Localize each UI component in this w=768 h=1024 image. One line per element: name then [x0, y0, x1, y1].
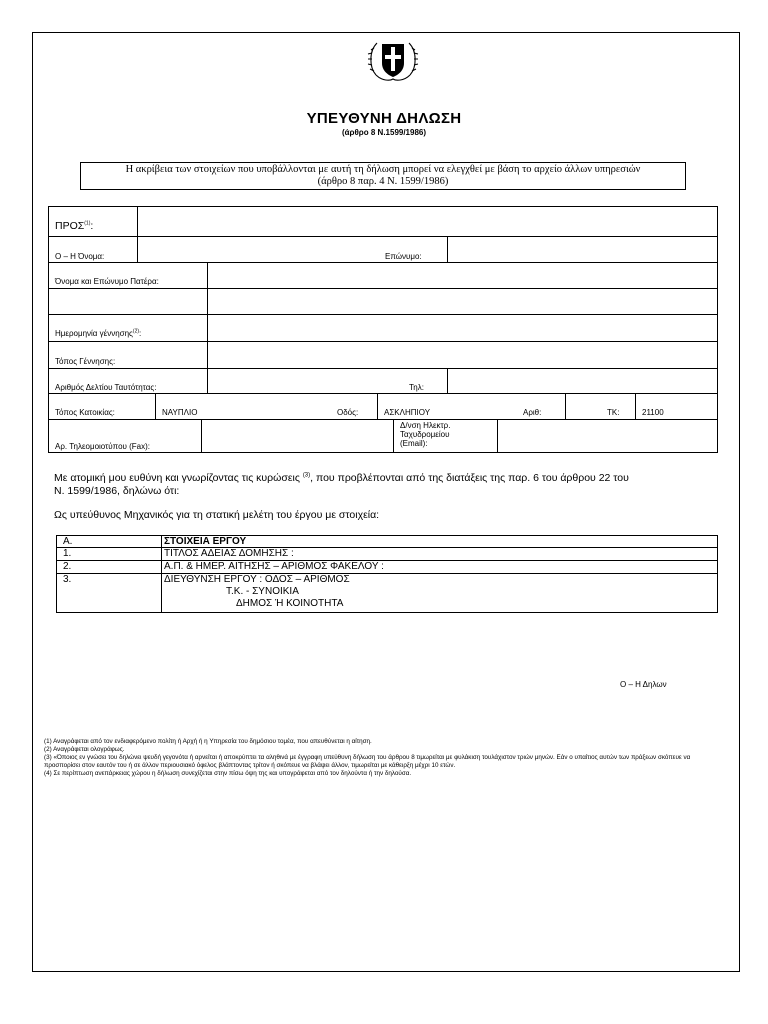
recipient-field[interactable]: [137, 207, 717, 236]
id-card-label: Αριθμός Δελτίου Ταυτότητας:: [55, 383, 157, 392]
table-row: [57, 536, 717, 548]
row-text[interactable]: ΤΙΤΛΟΣ ΑΔΕΙΑΣ ΔΟΜΗΣΗΣ :: [161, 548, 294, 560]
blank-field[interactable]: [207, 289, 717, 314]
declaration-line-1: Με ατομική μου ευθύνη και γνωρίζοντας τις κυρώσεις $^{(3)}$, που προβλέπονται από της διατάξεις της παρ. 6 του άρθρου 22 του: [54, 472, 629, 484]
birthdate-label: Ημερομηνία γέννησης$^{(2)}$:: [55, 328, 142, 338]
email-label: Δ/νση Ηλεκτρ. Ταχυδρομείου (Email):: [400, 421, 451, 448]
table-row: [57, 561, 717, 574]
row-number: 2.: [63, 561, 72, 572]
form-row-fax: [49, 420, 717, 452]
phone-label: Τηλ:: [409, 383, 424, 392]
form-row-father: [49, 263, 717, 289]
address-line-3: ΔΗΜΟΣ Ή ΚΟΙΝΟΤΗΤΑ: [236, 598, 344, 609]
street-value: ΑΣΚΛΗΠΙΟΥ: [384, 408, 431, 417]
postcode-label: ΤΚ:: [607, 408, 620, 417]
notice-line-1: Η ακρίβεια των στοιχείων που υποβάλλονται με αυτή τη δήλωση μπορεί να ελεγχθεί με βάση το αρχείο άλλων υπηρεσιών: [125, 164, 641, 175]
form-row-birthdate: [49, 315, 717, 342]
notice-line-2: (άρθρο 8 παρ. 4 Ν. 1599/1986): [317, 176, 449, 187]
father-field[interactable]: [207, 263, 717, 288]
row-number: 3.: [63, 574, 72, 585]
postcode-field[interactable]: [635, 394, 717, 419]
form-row-name: [49, 237, 717, 263]
verification-notice: [80, 162, 686, 190]
residence-label: Τόπος Κατοικίας:: [55, 408, 115, 417]
footnote-2: (2) Αναγράφεται ολογράφως.: [44, 746, 125, 753]
street-label: Οδός:: [337, 408, 359, 417]
residence-value: ΝΑΥΠΛΙΟ: [162, 408, 198, 417]
recipient-label: ΠΡΟΣ$^{(1)}$:: [55, 220, 94, 232]
row-text[interactable]: Α.Π. & ΗΜΕΡ. ΑΙΤΗΣΗΣ – ΑΡΙΘΜΟΣ ΦΑΚΕΛΟΥ :: [161, 561, 384, 573]
street-field[interactable]: [377, 394, 517, 419]
greek-coat-of-arms-icon: [366, 33, 420, 87]
declaration-text: [54, 472, 714, 498]
birthplace-field[interactable]: [207, 342, 717, 368]
number-label: Αριθ:: [523, 408, 542, 417]
residence-field[interactable]: [155, 394, 331, 419]
form-row-id: [49, 369, 717, 394]
phone-field[interactable]: [447, 369, 717, 393]
father-label: Όνομα και Επώνυμο Πατέρα:: [55, 277, 159, 286]
postcode-value: 21100: [642, 408, 664, 417]
declarant-signature-label: Ο – Η Δηλων: [620, 680, 667, 689]
birthplace-label: Τόπος Γέννησης:: [55, 357, 116, 366]
footnote-3: (3) «Όποιος εν γνώσει του δηλώνει ψευδή γεγονότα ή αρνείται ή αποκρύπτει τα αληθινά με έγγραφη υπεύθυνη δήλωση του άρθρου 8 τιμωρείται με φυλάκιση τουλάχιστον τριών μηνών. Εάν ο υπαίτιος αυτών των πράξεων σκόπευε να προσπορίσει στον εαυτόν του ή σε άλλον περιουσιακό όφελος βλάπτοντας τρίτον ή σκόπευε να βλάψει άλλον, τιμωρείται με κάθειρξη μέχρι 10 ετών.: [44, 754, 691, 769]
number-field[interactable]: [565, 394, 601, 419]
table-row: [57, 548, 717, 561]
id-card-field[interactable]: [207, 369, 403, 393]
footnote-4: (4) Σε περίπτωση ανεπάρκειας χώρου η δήλωση συνεχίζεται στην πίσω όψη της και υπογράφεται από τον δηλούντα ή την δηλούσα.: [44, 770, 412, 777]
row-text-block[interactable]: [161, 574, 350, 612]
surname-label: Επώνυμο:: [385, 252, 422, 261]
birthdate-field[interactable]: [207, 315, 717, 341]
personal-details-form: [48, 206, 718, 453]
row-number: 1.: [63, 548, 72, 559]
declaration-line-2: Ν. 1599/1986, δηλώνω ότι:: [54, 485, 180, 497]
fax-label: Αρ. Τηλεομοιοτύπου (Fax):: [55, 442, 150, 451]
form-row-blank: [49, 289, 717, 315]
table-row: [57, 574, 717, 612]
name-label: Ο – Η Όνομα:: [55, 252, 105, 261]
row-number: Α.: [63, 536, 73, 547]
form-row-birthplace: [49, 342, 717, 369]
document-title: ΥΠΕΥΘΥΝΗ ΔΗΛΩΣΗ: [306, 110, 462, 127]
email-label-cell: [393, 420, 497, 452]
surname-field[interactable]: [447, 237, 717, 262]
footnotes: [44, 738, 724, 778]
address-line-1: ΔΙΕΥΘΥΝΣΗ ΕΡΓΟΥ : ΟΔΟΣ – ΑΡΙΘΜΟΣ: [164, 574, 350, 585]
project-details-table: [56, 535, 718, 613]
address-line-2: Τ.Κ. - ΣΥΝΟΙΚΙΑ: [226, 586, 299, 597]
email-field[interactable]: [497, 420, 717, 452]
form-row-recipient: [49, 207, 717, 237]
document-subtitle: (άρθρο 8 Ν.1599/1986): [341, 128, 427, 137]
row-text: ΣΤΟΙΧΕΙΑ ΕΡΓΟΥ: [161, 536, 246, 547]
form-row-residence: [49, 394, 717, 420]
name-field[interactable]: [137, 237, 379, 262]
fax-field[interactable]: [201, 420, 393, 452]
footnote-1: (1) Αναγράφεται από τον ενδιαφερόμενο πολίτη ή Αρχή ή η Υπηρεσία του δημόσιου τομέα, που απευθύνεται η αίτηση.: [44, 738, 372, 745]
engineer-statement: Ως υπεύθυνος Μηχανικός για τη στατική μελέτη του έργου με στοιχεία:: [54, 509, 380, 521]
